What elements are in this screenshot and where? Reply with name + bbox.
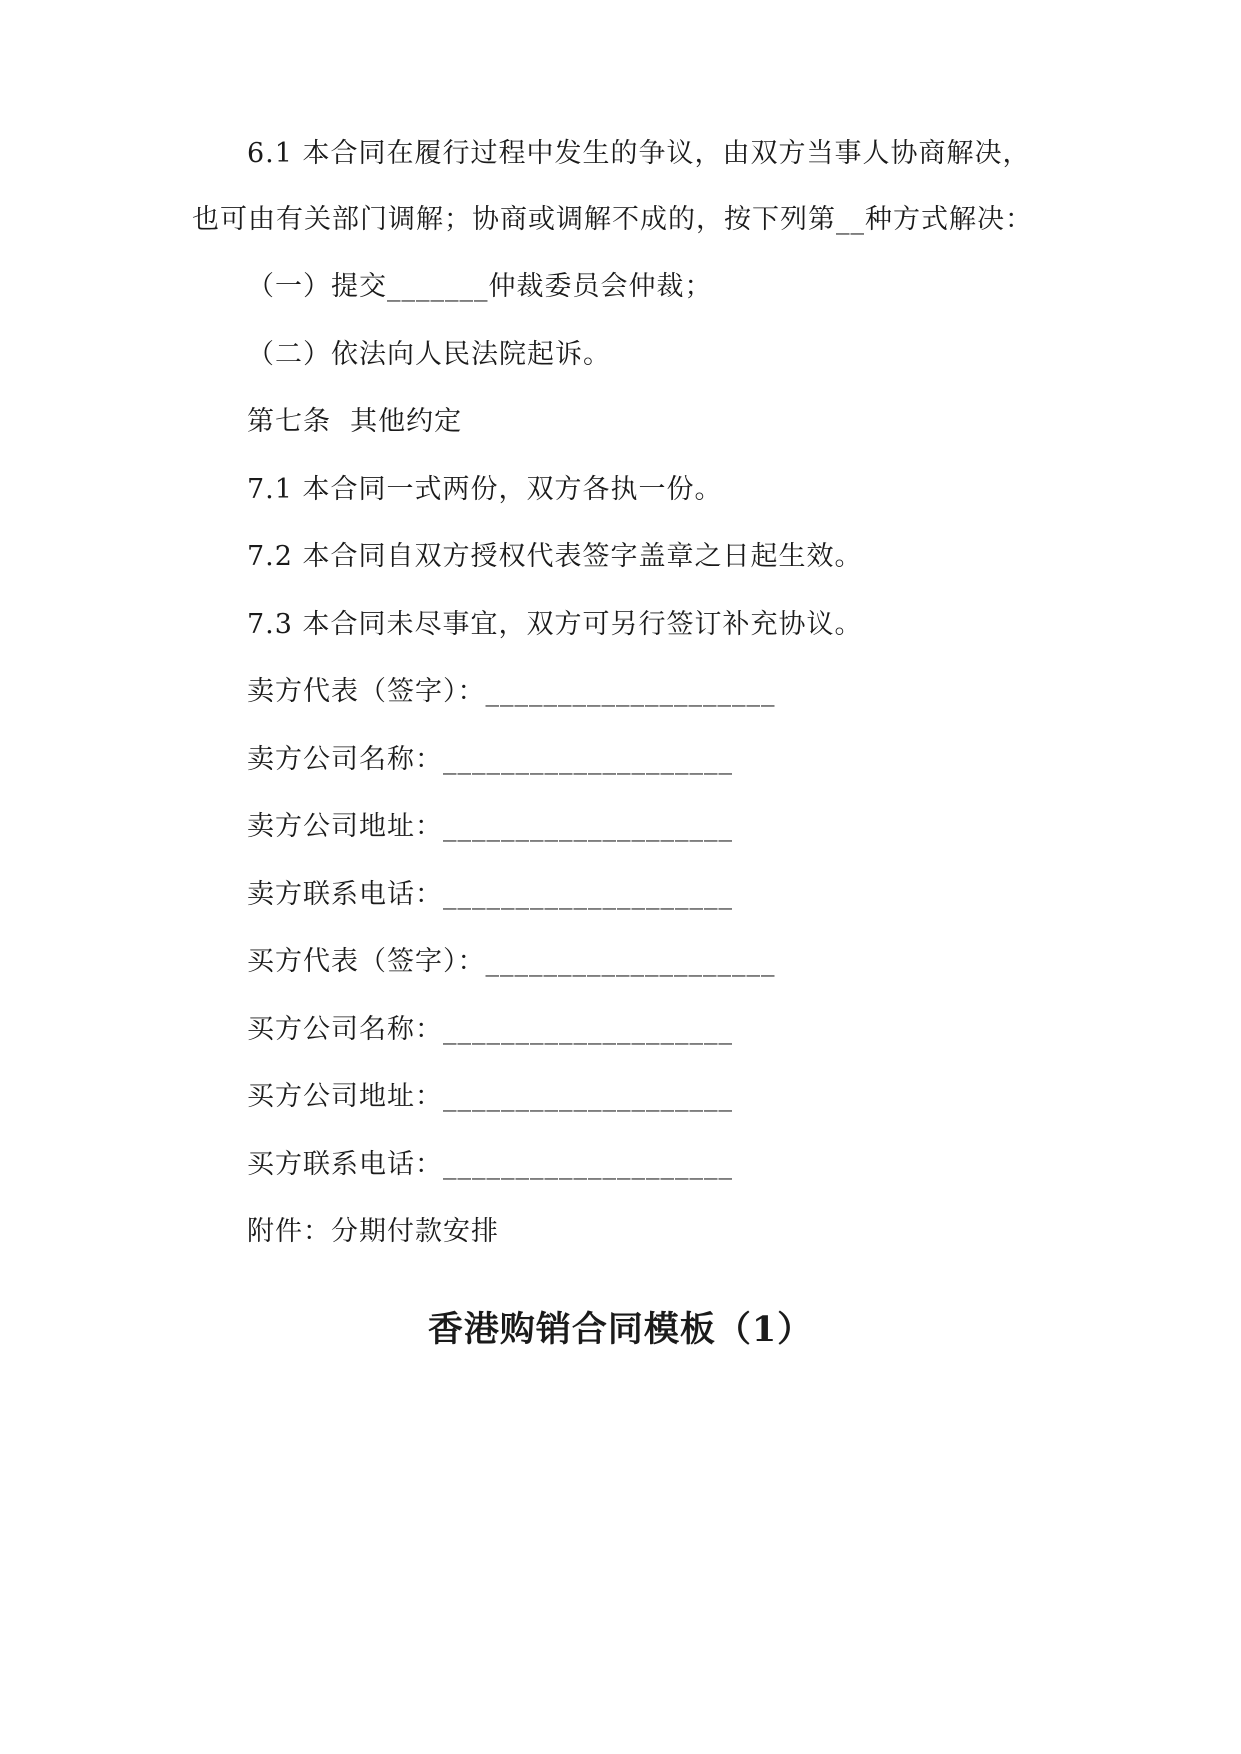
attachment-note: 附件：分期付款安排	[247, 1216, 499, 1247]
option-arbitration: （一）提交_______仲裁委员会仲裁；	[247, 271, 713, 302]
clause-7-1: 7.1 本合同一式两份，双方各执一份。	[247, 474, 723, 505]
buyer-company-address-field: 买方公司地址：____________________	[247, 1081, 733, 1112]
seller-phone-field: 卖方联系电话：____________________	[247, 879, 733, 910]
seller-company-name-field: 卖方公司名称：____________________	[247, 744, 733, 775]
clause-7-3: 7.3 本合同未尽事宜，双方可另行签订补充协议。	[247, 609, 863, 640]
clause-6-1-line-2: 也可由有关部门调解；协商或调解不成的，按下列第__种方式解决：	[192, 204, 1033, 235]
seller-representative-field: 卖方代表（签字）：____________________	[247, 676, 776, 707]
buyer-representative-field: 买方代表（签字）：____________________	[247, 946, 776, 977]
option-litigation: （二）依法向人民法院起诉。	[247, 339, 611, 370]
article-7-heading: 第七条 其他约定	[247, 406, 463, 437]
next-contract-title: 香港购销合同模板（1）	[427, 1309, 814, 1350]
seller-company-address-field: 卖方公司地址：____________________	[247, 811, 733, 842]
clause-7-2: 7.2 本合同自双方授权代表签字盖章之日起生效。	[247, 541, 863, 572]
clause-6-1-line-1: 6.1 本合同在履行过程中发生的争议，由双方当事人协商解决，	[247, 138, 1031, 169]
buyer-company-name-field: 买方公司名称：____________________	[247, 1014, 733, 1045]
buyer-phone-field: 买方联系电话：____________________	[247, 1149, 733, 1180]
